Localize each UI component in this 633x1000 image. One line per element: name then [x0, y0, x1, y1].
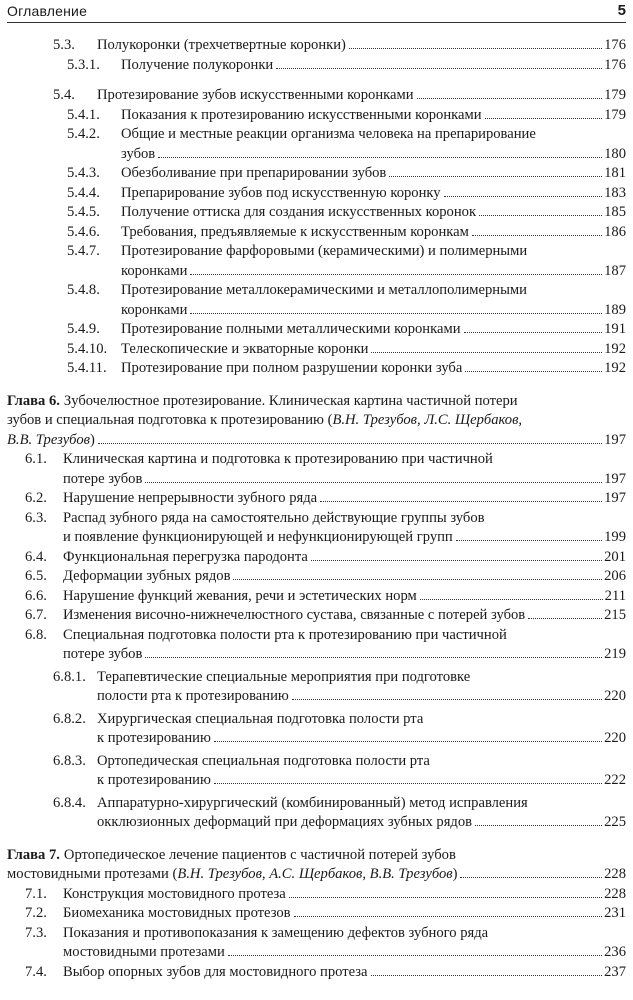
- toc-entry-number: 5.4.8.: [67, 282, 100, 298]
- toc-entry-line: Аппаратурно-хирургический (комбинированный) метод исправления: [97, 794, 528, 811]
- toc-entry[interactable]: [7, 392, 626, 451]
- toc-entry-text: Конструкция мостовидного протеза: [63, 885, 286, 902]
- toc-entry-line: [97, 771, 626, 791]
- toc-entry-text: Функциональная перегрузка пародонта: [63, 548, 308, 565]
- toc-entry-line: [121, 262, 626, 282]
- toc-entry-line: Клиническая картина и подготовка к протезированию при частичной: [63, 451, 493, 467]
- toc-entry[interactable]: [7, 56, 626, 76]
- toc-entry[interactable]: [7, 106, 626, 126]
- toc-entry-page: 192: [604, 340, 626, 357]
- toc-entry-line: [121, 359, 626, 379]
- toc-entry-text: Показания к протезированию искусственными коронками: [121, 106, 482, 123]
- toc-entry[interactable]: [7, 340, 626, 360]
- toc-entry-line: [97, 36, 626, 56]
- toc-entry-body: [7, 489, 626, 509]
- toc-entry[interactable]: [7, 846, 626, 885]
- toc-entry-page: 228: [604, 885, 626, 902]
- toc-entry-body: [7, 885, 626, 905]
- toc-entry-page: 176: [604, 37, 626, 53]
- toc-entry-body: [7, 86, 626, 106]
- toc-entry[interactable]: [7, 242, 626, 281]
- toc-entry-line: [63, 606, 626, 626]
- toc-entry-line: [7, 846, 626, 866]
- toc-entry-number: 6.3.: [25, 509, 47, 526]
- toc-entry-line: [121, 301, 626, 321]
- header-title: Оглавление: [7, 3, 88, 19]
- toc-entry-leader: [479, 215, 602, 216]
- toc-entry-number: Глава 7.: [7, 846, 60, 863]
- toc-entry-leader: [292, 699, 602, 700]
- toc-entry-page: 201: [604, 548, 626, 565]
- toc-entry-number: 5.4.: [53, 87, 75, 103]
- toc-entry-text: мостовидными протезами: [63, 944, 225, 960]
- toc-entry-body: [7, 106, 626, 126]
- toc-entry-number: 5.4.6.: [67, 223, 100, 240]
- toc-entry-page: 220: [604, 688, 626, 704]
- toc-entry-body: [7, 184, 626, 204]
- toc-entry-number: 7.2.: [25, 905, 47, 921]
- toc-entry-leader: [371, 975, 603, 976]
- toc-entry-line: [63, 567, 626, 587]
- toc-entry-number: 5.3.1.: [67, 56, 100, 73]
- toc-entry-leader: [311, 560, 602, 561]
- toc-entry[interactable]: [7, 184, 626, 204]
- toc-entry-text: Биомеханика мостовидных протезов: [63, 905, 291, 921]
- toc-entry-authors: В.Н. Трезубов, Л.С. Щербаков,: [332, 412, 523, 428]
- toc-entry[interactable]: [7, 626, 626, 665]
- toc-entry-page: 180: [604, 145, 626, 162]
- toc-entry-page: 179: [604, 106, 626, 123]
- toc-entry-line: [63, 645, 626, 665]
- toc-entry-page: 197: [604, 470, 626, 487]
- toc-entry-page: 220: [604, 730, 626, 746]
- toc-entry-number: 6.2.: [25, 490, 47, 506]
- toc-entry-number: 5.4.7.: [67, 243, 100, 259]
- toc-entry-line: [63, 587, 626, 607]
- toc-entry-number: 6.8.: [25, 626, 47, 643]
- toc-entry-body: [7, 242, 626, 281]
- toc-entry-number: 5.4.1.: [67, 106, 100, 123]
- toc-entry-body: [7, 56, 626, 76]
- toc-entry-body: [7, 125, 626, 164]
- toc-entry-line: Общие и местные реакции организма человека на препарирование: [121, 126, 536, 142]
- toc-entry-leader: [417, 98, 603, 99]
- toc-entry-leader: [233, 579, 602, 580]
- toc-entry-text: Нарушение непрерывности зубного ряда: [63, 490, 318, 506]
- toc-entry-text: полости рта к протезированию: [97, 688, 289, 704]
- toc-entry-text: Протезирование зубов искусственными коронками: [97, 87, 414, 103]
- toc-entry-leader: [145, 657, 602, 658]
- toc-entry[interactable]: [7, 164, 626, 184]
- toc-entry-body: [7, 668, 626, 707]
- toc-entry-page: 191: [604, 321, 626, 337]
- toc-entry-line: [7, 865, 626, 885]
- toc-entry-body: [7, 963, 626, 983]
- toc-entry-text: потере зубов: [63, 470, 143, 487]
- toc-entry-text: зубов и специальная подготовка к протезированию (: [7, 412, 333, 428]
- toc-entry-body: [7, 36, 626, 56]
- toc-entry-body: [7, 203, 626, 223]
- toc-entry-text: ): [452, 866, 458, 882]
- toc-entry-line: [97, 687, 626, 707]
- toc-entry-page: 237: [604, 963, 626, 980]
- toc-entry-body: [7, 794, 626, 833]
- toc-entry-line: [121, 56, 626, 76]
- toc-entry-number: 5.4.3.: [67, 165, 100, 181]
- toc-entry-number: 6.4.: [25, 548, 47, 565]
- toc-entry-number: 6.8.2.: [53, 710, 86, 727]
- toc-entry-page: 219: [604, 646, 626, 662]
- toc-entry-text: к протезированию: [97, 772, 211, 788]
- toc-entry-leader: [472, 235, 602, 236]
- toc-entry-text-group: [7, 865, 457, 885]
- toc-entry-leader: [276, 68, 602, 69]
- toc-entry[interactable]: [7, 320, 626, 340]
- toc-entry-line: Показания и противопоказания к замещению дефектов зубного ряда: [63, 924, 489, 941]
- toc-entry-text: Зубочелюстное протезирование. Клиническая картина частичной потери: [63, 392, 518, 409]
- toc-entry[interactable]: [7, 223, 626, 243]
- toc-entry-number: 7.1.: [25, 885, 47, 902]
- toc-entry-line: [63, 904, 626, 924]
- toc-entry-text: к протезированию: [97, 730, 211, 746]
- toc-entry-line: Хирургическая специальная подготовка полости рта: [97, 710, 424, 727]
- toc-entry-leader: [528, 618, 602, 619]
- toc-entry-body: [7, 281, 626, 320]
- toc-entry-text: коронками: [121, 301, 188, 318]
- toc-entry-body: [7, 223, 626, 243]
- toc-entry-line: [121, 223, 626, 243]
- toc-entry-body: [7, 904, 626, 924]
- toc-entry-number: 5.3.: [53, 37, 75, 53]
- toc-entry-line: Терапевтические специальные мероприятия при подготовке: [97, 668, 471, 685]
- toc-entry-line: Специальная подготовка полости рта к протезированию при частичной: [63, 626, 507, 643]
- toc-entry[interactable]: [7, 710, 626, 749]
- toc-entry-page: 187: [604, 262, 626, 279]
- toc-entry-line: [63, 528, 626, 548]
- toc-entry-line: [121, 164, 626, 184]
- toc-entry-leader: [98, 443, 602, 444]
- toc-entry-line: [7, 411, 626, 431]
- toc-entry-page: 197: [604, 431, 626, 448]
- toc-entry-leader: [289, 897, 602, 898]
- toc-entry-text: зубов: [121, 145, 156, 162]
- toc-entry-leader: [158, 157, 602, 158]
- toc-entry-number: 5.4.2.: [67, 126, 100, 142]
- toc-entry-text-group: [7, 431, 95, 451]
- toc-entry-body: [7, 548, 626, 568]
- toc-entry[interactable]: [7, 587, 626, 607]
- toc-entry-page: 183: [604, 184, 626, 201]
- toc-entry-page: 222: [604, 772, 626, 788]
- toc-entry-page: 228: [604, 866, 626, 882]
- toc-entry-text: Требования, предъявляемые к искусственным коронкам: [121, 223, 469, 240]
- toc-entry-number: 5.4.5.: [67, 204, 100, 220]
- toc-entry-leader: [465, 371, 602, 372]
- toc-entry-page: 179: [604, 87, 626, 103]
- toc-entry-text: ): [89, 431, 95, 448]
- toc-entry-page: 189: [604, 301, 626, 318]
- toc-entry-text: Изменения височно-нижнечелюстного сустава, связанные с потерей зубов: [63, 607, 526, 623]
- toc-entry-leader: [389, 176, 602, 177]
- toc-entry[interactable]: [7, 359, 626, 379]
- toc-entry-body: [7, 752, 626, 791]
- toc-entry-text: Телескопические и экваторные коронки: [121, 340, 369, 357]
- toc-entry-text: потере зубов: [63, 646, 143, 662]
- toc-entry-page: 206: [604, 568, 626, 584]
- toc-entry-line: [63, 963, 626, 983]
- toc-entry-line: [63, 489, 626, 509]
- toc-entry-body: [7, 509, 626, 548]
- toc-entry-leader: [214, 741, 602, 742]
- toc-entry[interactable]: [7, 548, 626, 568]
- toc-entry-leader: [190, 313, 602, 314]
- toc-entry-text: Деформации зубных рядов: [63, 568, 231, 584]
- toc-entry-number: 7.3.: [25, 924, 47, 941]
- toc-entry[interactable]: [7, 752, 626, 791]
- toc-entry[interactable]: [7, 125, 626, 164]
- toc-entry-text: коронками: [121, 262, 188, 279]
- toc-entry-page: 176: [604, 56, 626, 73]
- toc-entry-line: [121, 106, 626, 126]
- toc-entry-line: [121, 203, 626, 223]
- toc-entry-leader: [444, 196, 603, 197]
- toc-entry-text: Нарушение функций жевания, речи и эстетических норм: [63, 587, 417, 604]
- toc-entry-leader: [190, 274, 602, 275]
- toc-entry-leader: [371, 352, 602, 353]
- toc-entry-line: [63, 943, 626, 963]
- toc-entry-page: 215: [604, 607, 626, 623]
- toc-entry-body: [7, 626, 626, 665]
- toc-entry-text: Ортопедическое лечение пациентов с частичной потерей зубов: [63, 846, 456, 863]
- running-header: [7, 0, 626, 23]
- toc-entry-text: Выбор опорных зубов для мостовидного протеза: [63, 963, 368, 980]
- toc-entry-body: [7, 587, 626, 607]
- toc-entry-text: Протезирование полными металлическими коронками: [121, 321, 461, 337]
- toc-entry-leader: [320, 501, 602, 502]
- toc-entry-number: 5.4.9.: [67, 321, 100, 337]
- toc-entry-text: Получение полукоронки: [121, 56, 274, 73]
- toc-entry[interactable]: [7, 606, 626, 626]
- toc-entry-page: 199: [604, 529, 626, 545]
- toc-entry-number: 6.1.: [25, 451, 47, 467]
- toc-entry-text: Обезболивание при препарировании зубов: [121, 165, 387, 181]
- toc-entry-body: [7, 320, 626, 340]
- toc-entry-page: 185: [604, 204, 626, 220]
- toc-entry-text: мостовидными протезами (: [7, 866, 178, 882]
- toc-entry-leader: [145, 482, 602, 483]
- toc-entry-line: [7, 392, 626, 412]
- table-of-contents: [7, 36, 626, 982]
- toc-entry[interactable]: [7, 904, 626, 924]
- toc-entry-page: 181: [604, 165, 626, 181]
- toc-entry-body: [7, 164, 626, 184]
- toc-entry-leader: [460, 877, 602, 878]
- toc-entry-line: [63, 470, 626, 490]
- toc-entry-number: 6.6.: [25, 587, 47, 604]
- toc-entry-line: [97, 813, 626, 833]
- toc-entry-page: 231: [604, 905, 626, 921]
- toc-entry-leader: [464, 332, 603, 333]
- toc-entry-leader: [294, 916, 603, 917]
- toc-entry-text: и появление функционирующей и нефункционирующей групп: [63, 529, 453, 545]
- toc-entry-page: 186: [604, 223, 626, 240]
- toc-entry-page: 197: [604, 490, 626, 506]
- toc-entry-text: окклюзионных деформаций при деформациях зубных рядов: [97, 814, 473, 830]
- toc-entry-line: [121, 184, 626, 204]
- toc-entry-leader: [228, 955, 602, 956]
- toc-entry-number: 5.4.4.: [67, 184, 100, 201]
- toc-entry[interactable]: [7, 281, 626, 320]
- toc-entry-leader: [456, 540, 602, 541]
- toc-entry-line: [97, 729, 626, 749]
- toc-entry-body: [7, 567, 626, 587]
- toc-entry-leader: [485, 118, 603, 119]
- toc-entry-line: Ортопедическая специальная подготовка полости рта: [97, 752, 430, 769]
- toc-entry-body: [7, 450, 626, 489]
- toc-entry-authors: В.Н. Трезубов, А.С. Щербаков, В.В. Трезубов: [177, 866, 453, 882]
- toc-entry-body: [7, 710, 626, 749]
- toc-entry-line: [97, 86, 626, 106]
- toc-entry-leader: [475, 825, 602, 826]
- toc-entry[interactable]: [7, 509, 626, 548]
- toc-entry[interactable]: [7, 36, 626, 56]
- toc-entry-line: [63, 885, 626, 905]
- toc-entry-line: Протезирование фарфоровыми (керамическими) и полимерными: [121, 243, 528, 259]
- toc-entry-page: 211: [604, 587, 626, 604]
- toc-entry-leader: [349, 48, 602, 49]
- toc-entry[interactable]: [7, 567, 626, 587]
- toc-entry-line: [7, 431, 626, 451]
- toc-entry-authors: В.В. Трезубов: [7, 431, 90, 448]
- toc-entry-number: 6.8.4.: [53, 794, 86, 811]
- toc-entry-number: 6.5.: [25, 568, 47, 584]
- toc-entry-text: Получение оттиска для создания искусственных коронок: [121, 204, 477, 220]
- toc-entry[interactable]: [7, 885, 626, 905]
- toc-entry[interactable]: [7, 450, 626, 489]
- toc-entry-line: Протезирование металлокерамическими и металлополимерными: [121, 282, 527, 298]
- toc-entry-number: 7.4.: [25, 963, 47, 980]
- toc-entry-number: 5.4.10.: [67, 340, 108, 357]
- toc-entry-number: 5.4.11.: [67, 360, 107, 376]
- toc-entry-text: Протезирование при полном разрушении коронки зуба: [121, 360, 463, 376]
- toc-entry-text: Полукоронки (трехчетвертные коронки): [97, 37, 346, 53]
- toc-entry-page: 236: [604, 944, 626, 960]
- toc-entry[interactable]: [7, 489, 626, 509]
- toc-entry-number: 6.8.3.: [53, 752, 86, 769]
- toc-entry-line: [121, 340, 626, 360]
- toc-entry-body: [7, 606, 626, 626]
- toc-entry[interactable]: [7, 794, 626, 833]
- toc-entry-text: Препарирование зубов под искусственную коронку: [121, 184, 441, 201]
- toc-entry[interactable]: [7, 203, 626, 223]
- toc-entry-line: [121, 320, 626, 340]
- toc-entry-line: [121, 145, 626, 165]
- toc-entry-page: 192: [604, 360, 626, 376]
- toc-entry-leader: [214, 783, 602, 784]
- toc-entry[interactable]: [7, 86, 626, 106]
- toc-entry-line: Распад зубного ряда на самостоятельно действующие группы зубов: [63, 509, 485, 526]
- toc-entry-line: [63, 548, 626, 568]
- toc-entry[interactable]: [7, 668, 626, 707]
- toc-entry-number: 6.8.1.: [53, 668, 86, 685]
- toc-entry-leader: [420, 599, 603, 600]
- page-number: 5: [617, 2, 626, 19]
- toc-entry[interactable]: [7, 963, 626, 983]
- toc-entry-page: 225: [604, 814, 626, 830]
- toc-entry-number: Глава 6.: [7, 392, 60, 409]
- toc-entry-number: 6.7.: [25, 607, 47, 623]
- toc-entry-body: [7, 924, 626, 963]
- toc-entry[interactable]: [7, 924, 626, 963]
